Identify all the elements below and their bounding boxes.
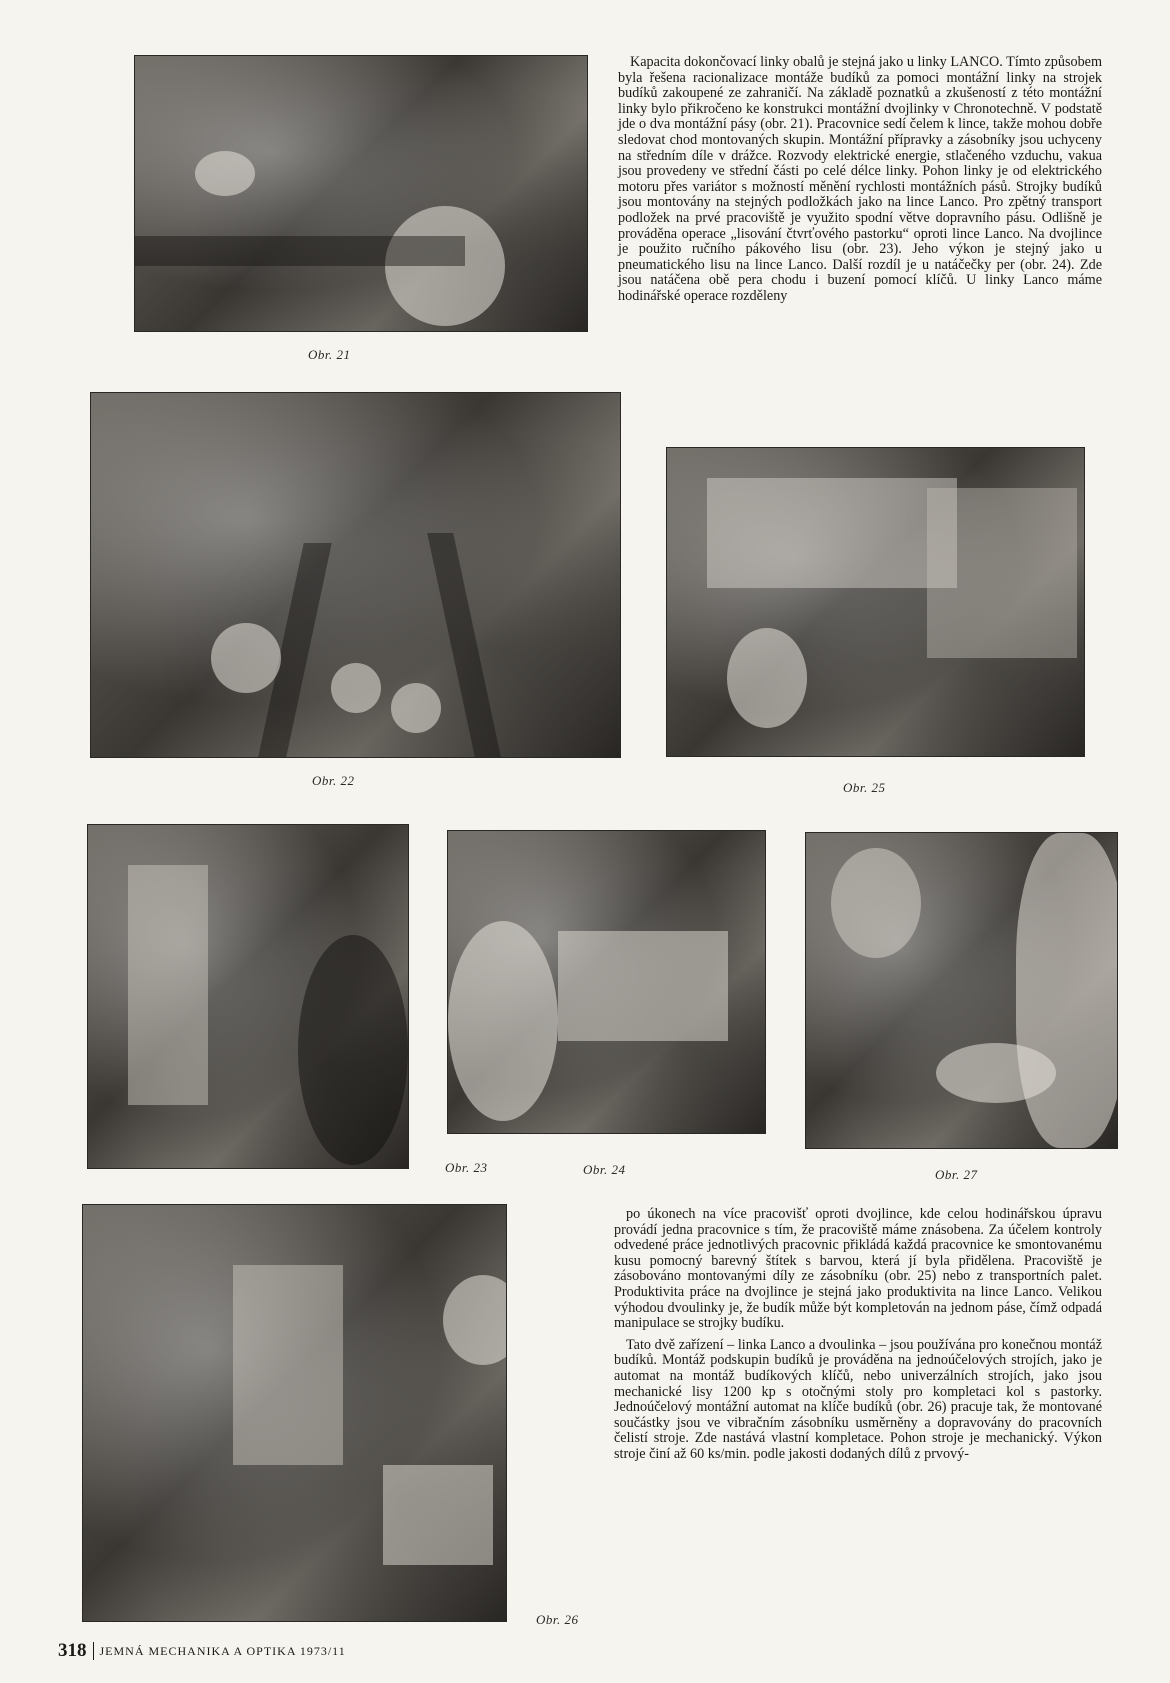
caption-fig21: Obr. 21 xyxy=(308,347,351,362)
article-text-top xyxy=(618,55,1102,311)
caption-fig22: Obr. 22 xyxy=(312,773,355,788)
photo-fig23 xyxy=(87,824,409,1169)
paragraph: Tato dvě zařízení – linka Lanco a dvoulinka – jsou používána pro konečnou montáž budíků. Montáž podskupin budíků je prováděna na jednoúčelových strojích, jako je automat na montáž budíkových klíčů, nebo univerzálních strojích, jako jsou mechanické lisy 1200 kp s otočnými stoly pro kompletaci kol s pastorky. Jednoúčelový montážní automat na klíče budíků (obr. 26) pracuje tak, že montované součástky jsou ve vibračním zásobníku usměrněny a dopravovány do pracovních čelistí stroje. Zde nastává vlastní kompletace. Pohon stroje je mechanický. Výkon stroje činí až 60 ks/min. podle jakosti dodaných dílů z prvový- xyxy=(614,1336,1102,1462)
article-text-bottom xyxy=(614,1207,1102,1469)
paragraph: Kapacita dokončovací linky obalů je stejná jako u linky LANCO. Tímto způsobem byla řešena racionalizace montáže budíků za pomoci montážní linky na strojek budíků zakoupené ze zahraničí. Na základě poznatků a zkušeností z této montážní linky bylo přikročeno ke konstrukci montážní dvojlinky v Chronotechně. V podstatě jde o dva montážní pásy (obr. 21). Pracovnice sedí čelem k lince, takže mohou dobře sledovat chod montovaných skupin. Montážní přípravky a zásobníky jsou uchyceny na středním díle v drážce. Rozvody elektrické energie, stlačeného vzduchu, vakua jsou provedeny ve střední části po celé délce linky. Pohon linky je od elektrického motoru přes variátor s možností měnění rychlosti montážních pásů. Strojky budíků jsou montovány na stejných podložkách jako na lince Lanco. Pro zpětný transport podložek na prvé pracoviště je využito spodní větve dopravního pásu. Odlišně je prováděna operace „lisování čtvrťového pastorku“ oproti lince Lanco. Na dvojlince je použito ručního pákového lisu (obr. 23). Jeho výkon je stejný jako u pneumatického lisu na lince Lanco. Další rozdíl je u natáčečky per (obr. 24). Zde jsou natáčena obě pera chodu i buzení pomocí klíčů. U linky Lanco máme hodinářské operace rozděleny xyxy=(618,54,1102,304)
paragraph: po úkonech na více pracovišť oproti dvojlince, kde celou hodinářskou úpravu provádí jedna pracovnice s tím, že pracoviště máme znásobena. Za účelem kontroly odvedené práce jednotlivých pracovnic přikládá každá pracovnice ke smontovanému kusu pomocný barevný štítek s barvou, která jí byla přidělena. Pracoviště je zásobováno montovanými díly ze zásobníku (obr. 25) nebo z transportních palet. Produktivita práce na dvojlince je stejná jako produktivita na lince Lanco. Velikou výhodou dvoulinky je, že budík může být kompletován na jednom páse, čímž odpadá manipulace se strojky budíku. xyxy=(614,1206,1102,1332)
photo-fig27 xyxy=(805,832,1118,1149)
journal-title: JEMNÁ MECHANIKA A OPTIKA 1973/11 xyxy=(99,1643,346,1658)
photo-fig25 xyxy=(666,447,1085,757)
photo-fig22 xyxy=(90,392,621,758)
page-number: 318 xyxy=(58,1640,87,1661)
caption-fig25: Obr. 25 xyxy=(843,780,886,795)
photo-fig26 xyxy=(82,1204,507,1622)
page-footer xyxy=(58,1640,346,1662)
caption-fig26: Obr. 26 xyxy=(536,1612,579,1627)
caption-fig27: Obr. 27 xyxy=(935,1167,978,1182)
caption-fig24: Obr. 24 xyxy=(583,1162,626,1177)
photo-fig24 xyxy=(447,830,766,1134)
footer-divider xyxy=(93,1642,94,1660)
caption-fig23: Obr. 23 xyxy=(445,1160,488,1175)
photo-fig21 xyxy=(134,55,588,332)
